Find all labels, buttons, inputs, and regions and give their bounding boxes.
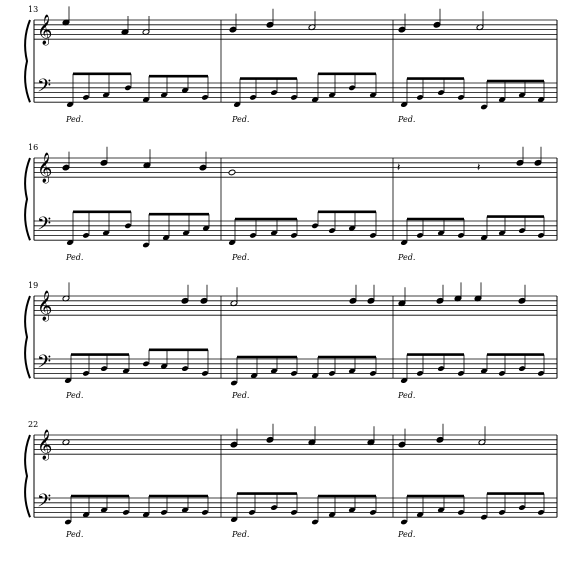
pedal-mark: Ped. — [66, 391, 84, 401]
system-1 — [25, 5, 557, 124]
pedal-mark: Ped. — [66, 115, 84, 125]
treble-clef-icon: 𝄞 — [37, 291, 53, 321]
pedal-mark: Ped. — [232, 253, 250, 263]
bass-clef-icon: 𝄢 — [37, 491, 52, 516]
system-3 — [25, 281, 557, 400]
pedal-mark: Ped. — [232, 115, 250, 125]
bass-clef-icon: 𝄢 — [37, 76, 52, 101]
measure-number: 16 — [28, 143, 39, 152]
treble-clef-icon: 𝄞 — [37, 153, 53, 183]
note-head — [228, 169, 236, 176]
rest-icon: 𝄽 — [477, 161, 481, 174]
system-4 — [25, 420, 557, 539]
bass-clef-icon: 𝄢 — [37, 352, 52, 377]
pedal-mark: Ped. — [232, 530, 250, 540]
measure-number: 19 — [28, 281, 39, 290]
treble-clef-icon: 𝄞 — [37, 15, 53, 45]
grand-staff-brace — [25, 296, 30, 378]
treble-clef-icon: 𝄞 — [37, 430, 53, 460]
rest-icon: 𝄽 — [397, 161, 401, 174]
bass-clef-icon: 𝄢 — [37, 214, 52, 239]
pedal-mark: Ped. — [66, 530, 84, 540]
pedal-mark: Ped. — [398, 391, 416, 401]
pedal-mark: Ped. — [398, 115, 416, 125]
measure-number: 13 — [28, 5, 39, 14]
pedal-mark: Ped. — [398, 530, 416, 540]
pedal-mark: Ped. — [66, 253, 84, 263]
system-2 — [25, 143, 557, 262]
grand-staff-brace — [25, 435, 30, 517]
grand-staff-brace — [25, 158, 30, 240]
grand-staff-brace — [25, 20, 30, 102]
measure-number: 22 — [28, 420, 39, 429]
pedal-mark: Ped. — [398, 253, 416, 263]
pedal-mark: Ped. — [232, 391, 250, 401]
